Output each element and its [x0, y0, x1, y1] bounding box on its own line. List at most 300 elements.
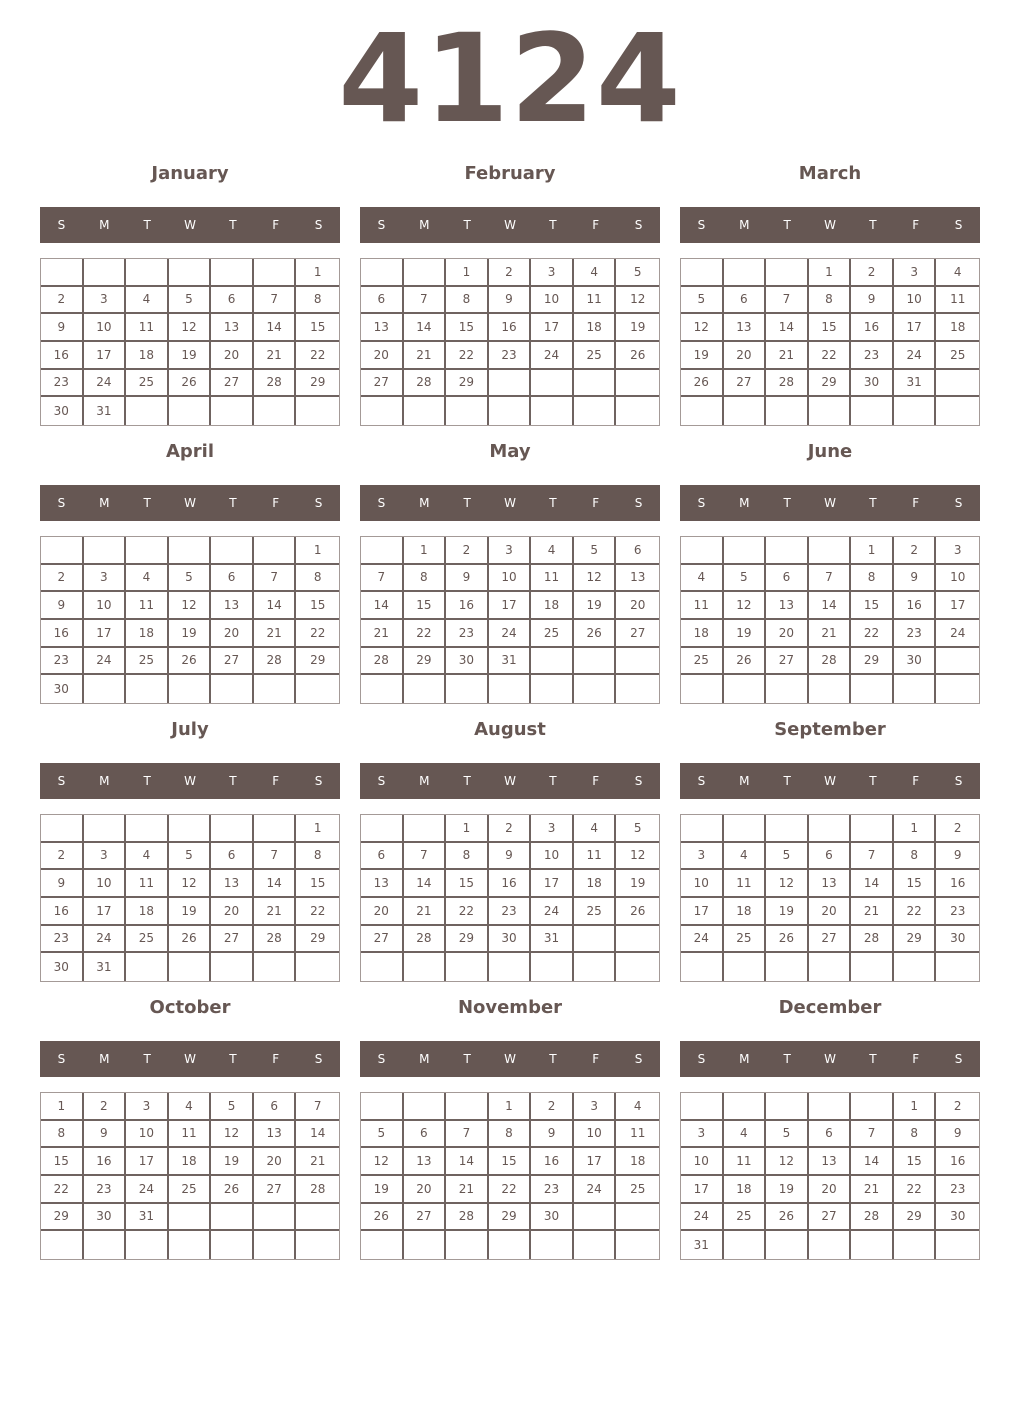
day-grid: [680, 258, 980, 426]
weekday-header: [680, 1041, 980, 1077]
weekday-label: T: [549, 496, 557, 510]
day-cell: 5: [616, 815, 659, 843]
day-cell: 27: [766, 648, 809, 676]
day-cell: [361, 953, 404, 981]
weekday-label: T: [229, 1052, 237, 1066]
day-cell: 14: [446, 1148, 489, 1176]
day-cell: 1: [296, 815, 339, 843]
day-cell: 2: [41, 287, 84, 315]
day-cell: [531, 1231, 574, 1259]
day-cell: 10: [489, 565, 532, 593]
day-cell: 11: [936, 287, 979, 315]
day-cell: [211, 259, 254, 287]
day-cell: [724, 675, 767, 703]
day-cell: [724, 953, 767, 981]
day-cell: 14: [809, 592, 852, 620]
day-cell: 7: [254, 565, 297, 593]
day-cell: [936, 397, 979, 425]
weekday-label: T: [143, 218, 151, 232]
day-grid: [40, 1092, 340, 1260]
day-cell: 15: [851, 592, 894, 620]
weekday-label: F: [912, 1052, 920, 1066]
day-cell: [809, 815, 852, 843]
day-cell: [404, 815, 447, 843]
day-cell: [766, 259, 809, 287]
day-cell: 26: [616, 898, 659, 926]
day-cell: 11: [126, 592, 169, 620]
day-cell: 7: [296, 1093, 339, 1121]
day-cell: [894, 953, 937, 981]
month-september: [680, 716, 980, 986]
day-cell: [616, 953, 659, 981]
day-cell: [574, 648, 617, 676]
day-cell: 27: [211, 926, 254, 954]
day-cell: 16: [446, 592, 489, 620]
day-cell: 21: [809, 620, 852, 648]
day-cell: [894, 1231, 937, 1259]
day-cell: 28: [361, 648, 404, 676]
day-cell: 15: [41, 1148, 84, 1176]
day-cell: 29: [894, 1204, 937, 1232]
weekday-header: [680, 763, 980, 799]
day-cell: 28: [446, 1204, 489, 1232]
day-cell: 26: [724, 648, 767, 676]
day-cell: 19: [616, 870, 659, 898]
day-cell: [84, 537, 127, 565]
day-cell: 11: [531, 565, 574, 593]
day-cell: 6: [809, 843, 852, 871]
day-cell: [211, 1231, 254, 1259]
day-cell: 25: [574, 898, 617, 926]
weekday-label: S: [314, 218, 323, 232]
day-cell: 24: [489, 620, 532, 648]
day-cell: [254, 1231, 297, 1259]
day-cell: 19: [211, 1148, 254, 1176]
day-cell: 10: [574, 1121, 617, 1149]
weekday-label: M: [739, 218, 750, 232]
day-cell: 21: [361, 620, 404, 648]
day-cell: 25: [724, 1204, 767, 1232]
day-cell: 21: [766, 342, 809, 370]
day-cell: 29: [296, 648, 339, 676]
month-title: April: [165, 441, 215, 462]
day-cell: 1: [894, 815, 937, 843]
day-cell: 31: [84, 953, 127, 981]
day-cell: 9: [531, 1121, 574, 1149]
day-cell: [296, 397, 339, 425]
day-cell: [254, 953, 297, 981]
day-cell: [361, 397, 404, 425]
day-cell: 21: [851, 898, 894, 926]
day-cell: [851, 1231, 894, 1259]
day-cell: 26: [361, 1204, 404, 1232]
day-cell: 13: [766, 592, 809, 620]
day-cell: [84, 259, 127, 287]
day-cell: 16: [489, 870, 532, 898]
day-cell: 17: [84, 342, 127, 370]
day-cell: 31: [681, 1231, 724, 1259]
weekday-label: T: [783, 496, 791, 510]
day-cell: 7: [361, 565, 404, 593]
day-cell: 14: [296, 1121, 339, 1149]
day-cell: 27: [361, 926, 404, 954]
day-cell: 3: [531, 259, 574, 287]
day-cell: 8: [296, 565, 339, 593]
weekday-label: F: [272, 218, 280, 232]
day-cell: 17: [894, 314, 937, 342]
weekday-label: S: [954, 774, 963, 788]
day-cell: 13: [724, 314, 767, 342]
day-cell: [724, 815, 767, 843]
day-cell: 12: [361, 1148, 404, 1176]
day-cell: 13: [211, 870, 254, 898]
day-cell: [851, 1093, 894, 1121]
day-cell: [574, 953, 617, 981]
month-june: [680, 438, 980, 708]
weekday-header: [360, 485, 660, 521]
day-cell: 15: [446, 870, 489, 898]
weekday-label: F: [272, 496, 280, 510]
day-cell: 13: [254, 1121, 297, 1149]
month-july: [40, 716, 340, 986]
day-cell: 16: [894, 592, 937, 620]
day-cell: 7: [851, 843, 894, 871]
day-cell: 24: [574, 1176, 617, 1204]
day-cell: 28: [254, 648, 297, 676]
weekday-label: W: [824, 218, 836, 232]
day-cell: 6: [361, 843, 404, 871]
day-cell: 22: [296, 620, 339, 648]
day-cell: 7: [809, 565, 852, 593]
day-cell: [616, 370, 659, 398]
weekday-label: S: [954, 1052, 963, 1066]
day-cell: 22: [851, 620, 894, 648]
weekday-label: T: [463, 496, 471, 510]
day-cell: 11: [724, 870, 767, 898]
day-cell: [809, 397, 852, 425]
day-cell: 21: [254, 898, 297, 926]
day-cell: 19: [169, 342, 212, 370]
day-cell: [126, 259, 169, 287]
weekday-label: S: [314, 496, 323, 510]
day-cell: [126, 953, 169, 981]
month-title: October: [149, 997, 231, 1018]
day-cell: 21: [446, 1176, 489, 1204]
day-cell: 26: [766, 926, 809, 954]
weekday-label: M: [99, 496, 110, 510]
day-cell: [681, 397, 724, 425]
weekday-label: T: [869, 496, 877, 510]
day-cell: 30: [489, 926, 532, 954]
day-cell: 12: [574, 565, 617, 593]
weekday-header: [40, 485, 340, 521]
weekday-label: S: [377, 774, 386, 788]
day-cell: [531, 953, 574, 981]
day-cell: 26: [681, 370, 724, 398]
day-cell: 14: [254, 592, 297, 620]
day-grid: [360, 814, 660, 982]
day-cell: 22: [296, 898, 339, 926]
day-cell: 5: [169, 843, 212, 871]
weekday-label: F: [592, 1052, 600, 1066]
day-cell: [766, 1093, 809, 1121]
day-cell: 7: [446, 1121, 489, 1149]
month-title: February: [464, 163, 556, 184]
weekday-label: T: [229, 218, 237, 232]
day-cell: 6: [809, 1121, 852, 1149]
day-cell: [126, 397, 169, 425]
day-cell: [766, 953, 809, 981]
day-cell: 6: [404, 1121, 447, 1149]
weekday-label: S: [634, 496, 643, 510]
day-cell: 20: [254, 1148, 297, 1176]
day-cell: 28: [851, 926, 894, 954]
day-cell: 19: [169, 620, 212, 648]
day-cell: 16: [41, 898, 84, 926]
day-cell: 24: [681, 926, 724, 954]
day-cell: 26: [616, 342, 659, 370]
day-cell: 25: [169, 1176, 212, 1204]
day-cell: [531, 397, 574, 425]
day-cell: 9: [894, 565, 937, 593]
day-cell: [361, 1231, 404, 1259]
day-cell: [211, 815, 254, 843]
day-cell: 5: [766, 1121, 809, 1149]
day-cell: 30: [41, 675, 84, 703]
day-cell: [404, 259, 447, 287]
day-cell: 23: [41, 370, 84, 398]
day-cell: [169, 815, 212, 843]
weekday-label: T: [549, 218, 557, 232]
day-cell: 11: [681, 592, 724, 620]
day-cell: 11: [574, 843, 617, 871]
day-cell: 30: [851, 370, 894, 398]
day-cell: 24: [84, 926, 127, 954]
day-cell: [766, 1231, 809, 1259]
day-cell: 7: [404, 843, 447, 871]
day-cell: 22: [296, 342, 339, 370]
day-cell: 17: [574, 1148, 617, 1176]
day-cell: [724, 397, 767, 425]
day-cell: 30: [84, 1204, 127, 1232]
day-cell: 30: [936, 1204, 979, 1232]
day-cell: 25: [681, 648, 724, 676]
weekday-header: [680, 207, 980, 243]
weekday-label: W: [504, 774, 516, 788]
day-cell: 13: [404, 1148, 447, 1176]
weekday-label: S: [314, 774, 323, 788]
day-cell: 4: [126, 565, 169, 593]
day-cell: [936, 953, 979, 981]
day-cell: 10: [936, 565, 979, 593]
day-cell: 27: [809, 926, 852, 954]
day-cell: 18: [724, 1176, 767, 1204]
day-cell: [126, 537, 169, 565]
day-cell: 10: [894, 287, 937, 315]
day-cell: 7: [254, 287, 297, 315]
weekday-label: T: [869, 1052, 877, 1066]
day-cell: 12: [616, 287, 659, 315]
day-cell: 24: [84, 370, 127, 398]
day-cell: 6: [616, 537, 659, 565]
month-title: December: [778, 997, 882, 1018]
day-cell: 29: [809, 370, 852, 398]
day-cell: [809, 675, 852, 703]
day-cell: 23: [41, 926, 84, 954]
weekday-label: S: [954, 496, 963, 510]
day-cell: 11: [169, 1121, 212, 1149]
day-cell: 16: [84, 1148, 127, 1176]
day-cell: 29: [489, 1204, 532, 1232]
day-cell: [404, 1231, 447, 1259]
day-cell: 9: [41, 592, 84, 620]
day-cell: 9: [936, 843, 979, 871]
day-cell: 17: [681, 1176, 724, 1204]
day-cell: 19: [724, 620, 767, 648]
day-cell: 3: [84, 843, 127, 871]
day-cell: 23: [531, 1176, 574, 1204]
day-cell: 3: [894, 259, 937, 287]
weekday-label: T: [463, 1052, 471, 1066]
day-cell: [851, 675, 894, 703]
day-cell: 21: [404, 898, 447, 926]
day-cell: 28: [404, 370, 447, 398]
day-cell: 22: [446, 898, 489, 926]
day-cell: 13: [616, 565, 659, 593]
day-cell: 29: [851, 648, 894, 676]
month-title: September: [774, 719, 886, 740]
day-cell: 27: [616, 620, 659, 648]
day-cell: 22: [894, 1176, 937, 1204]
day-cell: 14: [254, 870, 297, 898]
day-cell: [616, 397, 659, 425]
day-cell: 22: [489, 1176, 532, 1204]
day-cell: 6: [361, 287, 404, 315]
day-cell: 27: [211, 370, 254, 398]
day-cell: [446, 1231, 489, 1259]
day-cell: 2: [41, 843, 84, 871]
day-cell: [361, 537, 404, 565]
day-cell: [41, 1231, 84, 1259]
day-cell: 25: [531, 620, 574, 648]
weekday-label: F: [912, 496, 920, 510]
day-cell: [766, 815, 809, 843]
day-cell: [531, 370, 574, 398]
weekday-label: T: [229, 496, 237, 510]
day-cell: 18: [616, 1148, 659, 1176]
day-cell: 18: [126, 620, 169, 648]
day-cell: [766, 537, 809, 565]
day-cell: 20: [766, 620, 809, 648]
day-grid: [40, 814, 340, 982]
day-cell: 2: [894, 537, 937, 565]
day-cell: 29: [41, 1204, 84, 1232]
weekday-label: S: [377, 218, 386, 232]
day-cell: [681, 1093, 724, 1121]
day-cell: 17: [681, 898, 724, 926]
day-cell: 23: [446, 620, 489, 648]
day-cell: 23: [894, 620, 937, 648]
day-cell: 6: [211, 565, 254, 593]
day-cell: [361, 259, 404, 287]
year-title: 4124: [338, 8, 682, 150]
weekday-header: [40, 207, 340, 243]
day-cell: 8: [296, 843, 339, 871]
day-cell: 24: [531, 898, 574, 926]
day-cell: [616, 926, 659, 954]
weekday-label: T: [869, 774, 877, 788]
day-cell: 2: [531, 1093, 574, 1121]
day-cell: 27: [809, 1204, 852, 1232]
day-cell: [254, 815, 297, 843]
day-cell: [616, 1204, 659, 1232]
day-cell: 9: [489, 843, 532, 871]
day-cell: 25: [724, 926, 767, 954]
day-cell: 24: [531, 342, 574, 370]
month-title: May: [489, 441, 531, 462]
day-cell: [724, 537, 767, 565]
day-cell: [936, 370, 979, 398]
day-cell: 10: [681, 1148, 724, 1176]
day-cell: 1: [404, 537, 447, 565]
day-cell: 31: [894, 370, 937, 398]
day-cell: 3: [936, 537, 979, 565]
day-cell: 12: [616, 843, 659, 871]
day-cell: [404, 397, 447, 425]
weekday-label: W: [184, 496, 196, 510]
day-cell: [681, 815, 724, 843]
day-cell: [809, 1093, 852, 1121]
day-cell: 12: [724, 592, 767, 620]
weekday-header: [360, 763, 660, 799]
day-cell: 11: [126, 314, 169, 342]
day-cell: 19: [681, 342, 724, 370]
day-cell: 2: [489, 815, 532, 843]
day-cell: 5: [766, 843, 809, 871]
weekday-label: S: [377, 1052, 386, 1066]
day-cell: 13: [361, 870, 404, 898]
month-january: [40, 160, 340, 430]
day-cell: 10: [531, 287, 574, 315]
day-cell: [766, 397, 809, 425]
weekday-label: T: [869, 218, 877, 232]
day-cell: [724, 1231, 767, 1259]
weekday-label: T: [143, 774, 151, 788]
day-cell: 19: [361, 1176, 404, 1204]
day-cell: 24: [126, 1176, 169, 1204]
day-cell: 24: [84, 648, 127, 676]
day-cell: 15: [894, 1148, 937, 1176]
day-cell: 20: [724, 342, 767, 370]
day-cell: 21: [254, 342, 297, 370]
day-cell: [254, 1204, 297, 1232]
day-cell: 14: [254, 314, 297, 342]
day-cell: [446, 397, 489, 425]
day-cell: 17: [531, 314, 574, 342]
day-cell: [84, 675, 127, 703]
day-cell: [41, 259, 84, 287]
day-cell: 3: [681, 843, 724, 871]
day-cell: 15: [296, 870, 339, 898]
weekday-label: W: [504, 496, 516, 510]
weekday-label: T: [549, 1052, 557, 1066]
day-cell: [681, 953, 724, 981]
day-cell: 8: [894, 1121, 937, 1149]
weekday-label: F: [272, 1052, 280, 1066]
day-cell: 12: [211, 1121, 254, 1149]
day-cell: [489, 397, 532, 425]
day-cell: 5: [681, 287, 724, 315]
